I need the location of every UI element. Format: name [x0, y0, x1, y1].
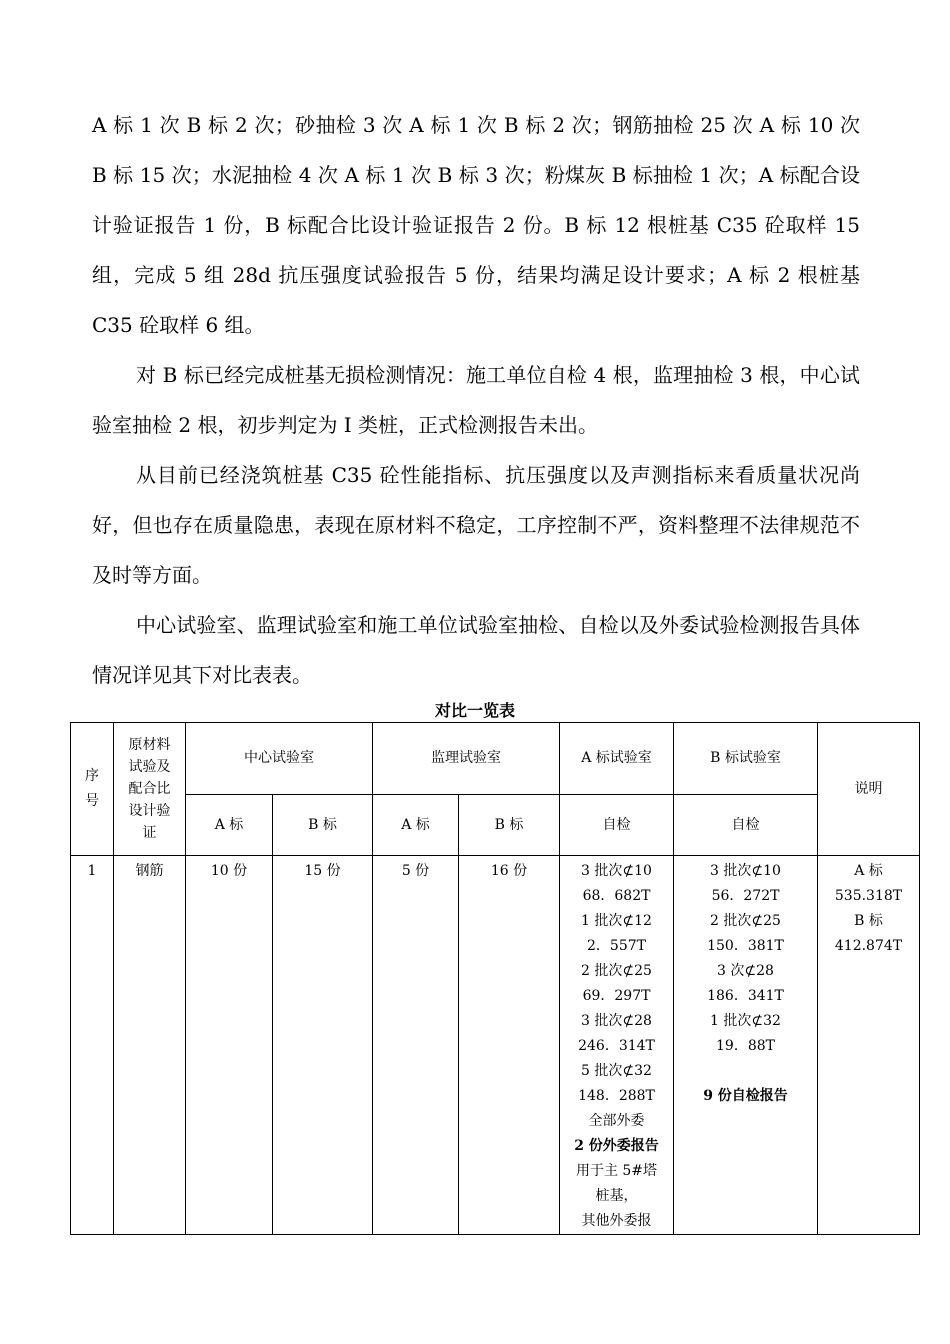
- table-header-row-2: [71, 795, 920, 856]
- comparison-table: [70, 722, 920, 1235]
- cell-material: 钢筋: [114, 856, 186, 1235]
- header-sup-a: A 标: [373, 795, 459, 856]
- cell-seq: 1: [71, 856, 114, 1235]
- table-caption: 对比一览表: [434, 701, 515, 720]
- paragraph-pile-detection: 对 B 标已经完成桩基无损检测情况：施工单位自检 4 根，监理抽检 3 根，中心试验室抽检 2 根，初步判定为 I 类桩，正式检测报告未出。: [92, 363, 860, 437]
- header-sup-b: B 标: [459, 795, 560, 856]
- header-material: 原材料 试验及 配合比 设计验 证: [114, 723, 186, 856]
- paragraph-test-summary: A 标 1 次 B 标 2 次；砂抽检 3 次 A 标 1 次 B 标 2 次；钢筋抽检 25 次 A 标 10 次 B 标 15 次；水泥抽检 4 次 A 标 1 次 B 标 3 次；粉煤灰 B 标抽检 1 次；A 标配合设计验证报告 1 份，B 标配合比设计验证报告 2 份。B 标 12 根桩基 C35 砼取样 15 组，完成 5 组 28d 抗压强度试验报告 5 份，结果均满足设计要求；A 标 2 根桩基 C35 砼取样 6 组。: [92, 113, 860, 337]
- cell-b-lab-self-check: 3 批次⊄10 56．272T 2 批次⊄25 150．381T 3 次⊄28 186．341T 1 批次⊄32 19．88T 9 份自检报告: [674, 856, 818, 1235]
- cell-remark: A 标 535.318T B 标 412.874T: [818, 856, 920, 1235]
- header-a-self-check: 自检: [560, 795, 674, 856]
- paragraph-table-intro: 中心试验室、监理试验室和施工单位试验室抽检、自检以及外委试验检测报告具体情况详见其下对比表表。: [92, 613, 860, 687]
- cell-a-lab-self-check: 3 批次⊄10 68．682T 1 批次⊄12 2．557T 2 批次⊄25 69．297T 3 批次⊄28 246．314T 5 批次⊄32 148．288T 全部外委 2 份外委报告 用于主 5#塔 桩基， 其他外委报: [560, 856, 674, 1235]
- header-center-b: B 标: [273, 795, 373, 856]
- header-supervision-lab: 监理试验室: [373, 723, 560, 795]
- header-b-self-check: 自检: [674, 795, 818, 856]
- paragraph-quality-status: 从目前已经浇筑桩基 C35 砼性能指标、抗压强度以及声测指标来看质量状况尚好，但也存在质量隐患，表现在原材料不稳定，工序控制不严，资料整理不法律规范不及时等方面。: [92, 463, 860, 587]
- header-center-lab: 中心试验室: [186, 723, 373, 795]
- table-header-row-1: [71, 723, 920, 795]
- header-seq: 序 号: [71, 723, 114, 856]
- cell-center-b: 15 份: [273, 856, 373, 1235]
- table-row: [71, 856, 920, 1235]
- cell-center-a: 10 份: [186, 856, 273, 1235]
- header-center-a: A 标: [186, 795, 273, 856]
- header-a-lab: A 标试验室: [560, 723, 674, 795]
- header-remark: 说明: [818, 723, 920, 856]
- cell-sup-a: 5 份: [373, 856, 459, 1235]
- header-b-lab: B 标试验室: [674, 723, 818, 795]
- cell-sup-b: 16 份: [459, 856, 560, 1235]
